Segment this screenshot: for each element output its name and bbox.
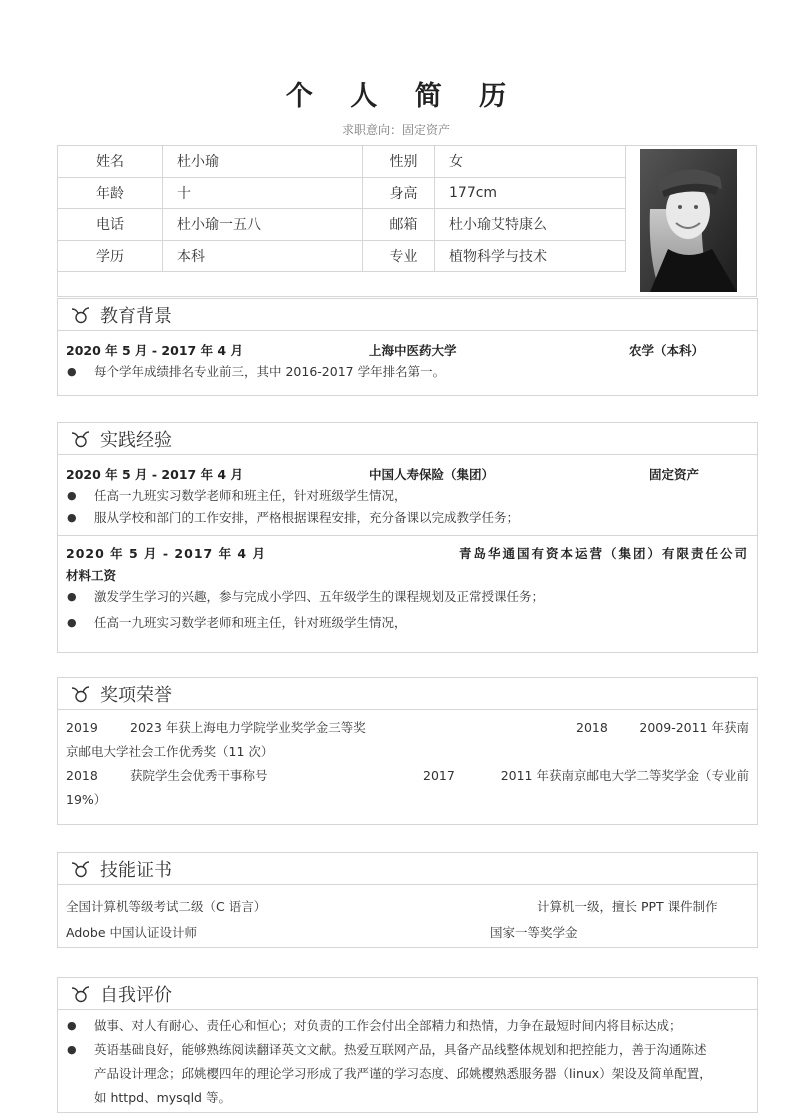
info-label: 电话 [58, 209, 163, 240]
award-line [66, 716, 749, 740]
job-date: 2020 年 5 月 - 2017 年 4 月 [66, 546, 266, 561]
skill-item: 国家一等奖学金 [490, 925, 578, 940]
skill-line [66, 921, 749, 947]
job-bullet: 任高一九班实习数学老师和班主任，针对班级学生情况， [94, 615, 407, 630]
info-value: 植物科学与技术 [435, 241, 626, 272]
self-bullet: 做事、对人有耐心、责任心和恒心；对负责的工作会付出全部精力和热情，力争在最短时间内将目标达成； [94, 1018, 682, 1033]
section-title: 奖项荣誉 [100, 684, 172, 706]
self-bullet-line: 英语基础良好，能够熟练阅读翻译英文文献。热爱互联网产品，具备产品线整体规划和把控能力，善于沟通陈述 [94, 1042, 707, 1057]
info-row [58, 209, 626, 241]
list-item: ● 服从学校和部门的工作安排，严格根据课程安排，充分备课以完成教学任务； [66, 507, 749, 529]
award-year: 2018 [66, 768, 98, 783]
section-header [58, 299, 757, 331]
self-bullet-line: 产品设计理念；邱姚樱四年的理论学习形成了我严谨的学习态度、邱姚樱熟悉服务器（linux）架设及简单配置， [94, 1066, 712, 1081]
info-value: 杜小瑜艾特康么 [435, 209, 626, 240]
portrait-photo-image [640, 149, 737, 292]
list-item: ● 任高一九班实习数学老师和班主任，针对班级学生情况， [66, 612, 749, 634]
education-school: 上海中医药大学 [369, 343, 457, 358]
job-company: 青岛华通国有资本运营（集团）有限责任公司 [458, 546, 749, 561]
info-label: 姓名 [58, 146, 163, 177]
award-line: 19%） [66, 792, 107, 807]
skill-line [66, 895, 749, 921]
skill-item: Adobe 中国认证设计师 [66, 925, 198, 940]
info-label: 性别 [363, 146, 435, 177]
job-position: 固定资产 [649, 467, 700, 482]
award-text: 2011 年获南京邮电大学二等奖学金（专业前 [500, 768, 749, 783]
info-value: 女 [435, 146, 626, 177]
section-title: 自我评价 [100, 984, 172, 1006]
photo-cell [626, 146, 756, 296]
taurus-icon [70, 305, 90, 325]
info-row [58, 241, 626, 273]
section-header [58, 423, 757, 455]
list-item: ● 任高一九班实习数学老师和班主任，针对班级学生情况， [66, 485, 749, 507]
info-row [58, 178, 626, 210]
info-label: 专业 [363, 241, 435, 272]
portrait-photo [640, 149, 737, 292]
taurus-icon [70, 859, 90, 879]
taurus-icon [70, 429, 90, 449]
list-item: ● 每个学年成绩排名专业前三，其中 2016-2017 学年排名第一。 [66, 361, 749, 383]
awards-section [57, 677, 758, 825]
info-label: 邮箱 [363, 209, 435, 240]
section-title: 技能证书 [100, 859, 172, 881]
basic-info-table [57, 145, 757, 297]
skill-item: 计算机一级，擅长 PPT 课件制作 [537, 899, 718, 914]
award-text: 2009-2011 年获南 [639, 720, 749, 735]
self-evaluation-section [57, 977, 758, 1113]
info-value: 杜小瑜 [163, 146, 363, 177]
page-title: 个 人 简 历 [285, 81, 521, 112]
award-text: 2023 年获上海电力学院学业奖学金三等奖 [130, 720, 366, 735]
info-value: 本科 [163, 241, 363, 272]
list-item: ● 英语基础良好，能够熟练阅读翻译英文文献。热爱互联网产品，具备产品线整体规划和把控能力，善于沟通陈述 产品设计理念；邱姚樱四年的理论学习形成了我严谨的学习态度、邱姚樱熟悉服务器（linux）架设及简单配置， 如 httpd、mysqld 等。 [66, 1038, 749, 1110]
section-title: 实践经验 [100, 429, 172, 451]
job-bullet: 服从学校和部门的工作安排，严格根据课程安排，充分备课以完成教学任务； [94, 510, 520, 525]
info-value: 177cm [435, 178, 626, 209]
info-row [58, 146, 626, 178]
award-year: 2018 [576, 720, 608, 735]
award-year: 2019 [66, 720, 98, 735]
list-item: ● 激发学生学习的兴趣，参与完成小学四、五年级学生的课程规划及正常授课任务； [66, 586, 749, 608]
job-bullet: 激发学生学习的兴趣，参与完成小学四、五年级学生的课程规划及正常授课任务； [94, 589, 545, 604]
education-section [57, 298, 758, 396]
info-value: 十 [163, 178, 363, 209]
job-bullet: 任高一九班实习数学老师和班主任，针对班级学生情况， [94, 488, 407, 503]
info-value: 杜小瑜一五八 [163, 209, 363, 240]
job-company: 中国人寿保险（集团） [369, 467, 495, 482]
job-date: 2020 年 5 月 - 2017 年 4 月 [66, 467, 243, 482]
section-header [58, 853, 757, 885]
skill-item: 全国计算机等级考试二级（C 语言） [66, 899, 267, 914]
award-year: 2017 [423, 768, 455, 783]
skills-section [57, 852, 758, 948]
job-objective: 求职意向：固定资产 [341, 123, 450, 137]
divider [58, 535, 757, 536]
info-label: 年龄 [58, 178, 163, 209]
job-position: 材料工资 [66, 568, 117, 583]
award-text: 获院学生会优秀干事称号 [130, 768, 268, 783]
info-label: 学历 [58, 241, 163, 272]
practice-section [57, 422, 758, 653]
section-header [58, 978, 757, 1010]
taurus-icon [70, 984, 90, 1004]
education-date: 2020 年 5 月 - 2017 年 4 月 [66, 343, 243, 358]
education-degree: 农学（本科） [629, 343, 705, 358]
taurus-icon [70, 684, 90, 704]
section-title: 教育背景 [100, 305, 172, 327]
section-header [58, 678, 757, 710]
education-bullet: 每个学年成绩排名专业前三，其中 2016-2017 学年排名第一。 [94, 364, 446, 379]
info-label: 身高 [363, 178, 435, 209]
award-line [66, 764, 749, 788]
award-line: 京邮电大学社会工作优秀奖（11 次） [66, 744, 274, 759]
self-bullet-line: 如 httpd、mysqld 等。 [94, 1090, 231, 1105]
list-item: ● 做事、对人有耐心、责任心和恒心；对负责的工作会付出全部精力和热情，力争在最短时间内将目标达成； [66, 1014, 749, 1038]
